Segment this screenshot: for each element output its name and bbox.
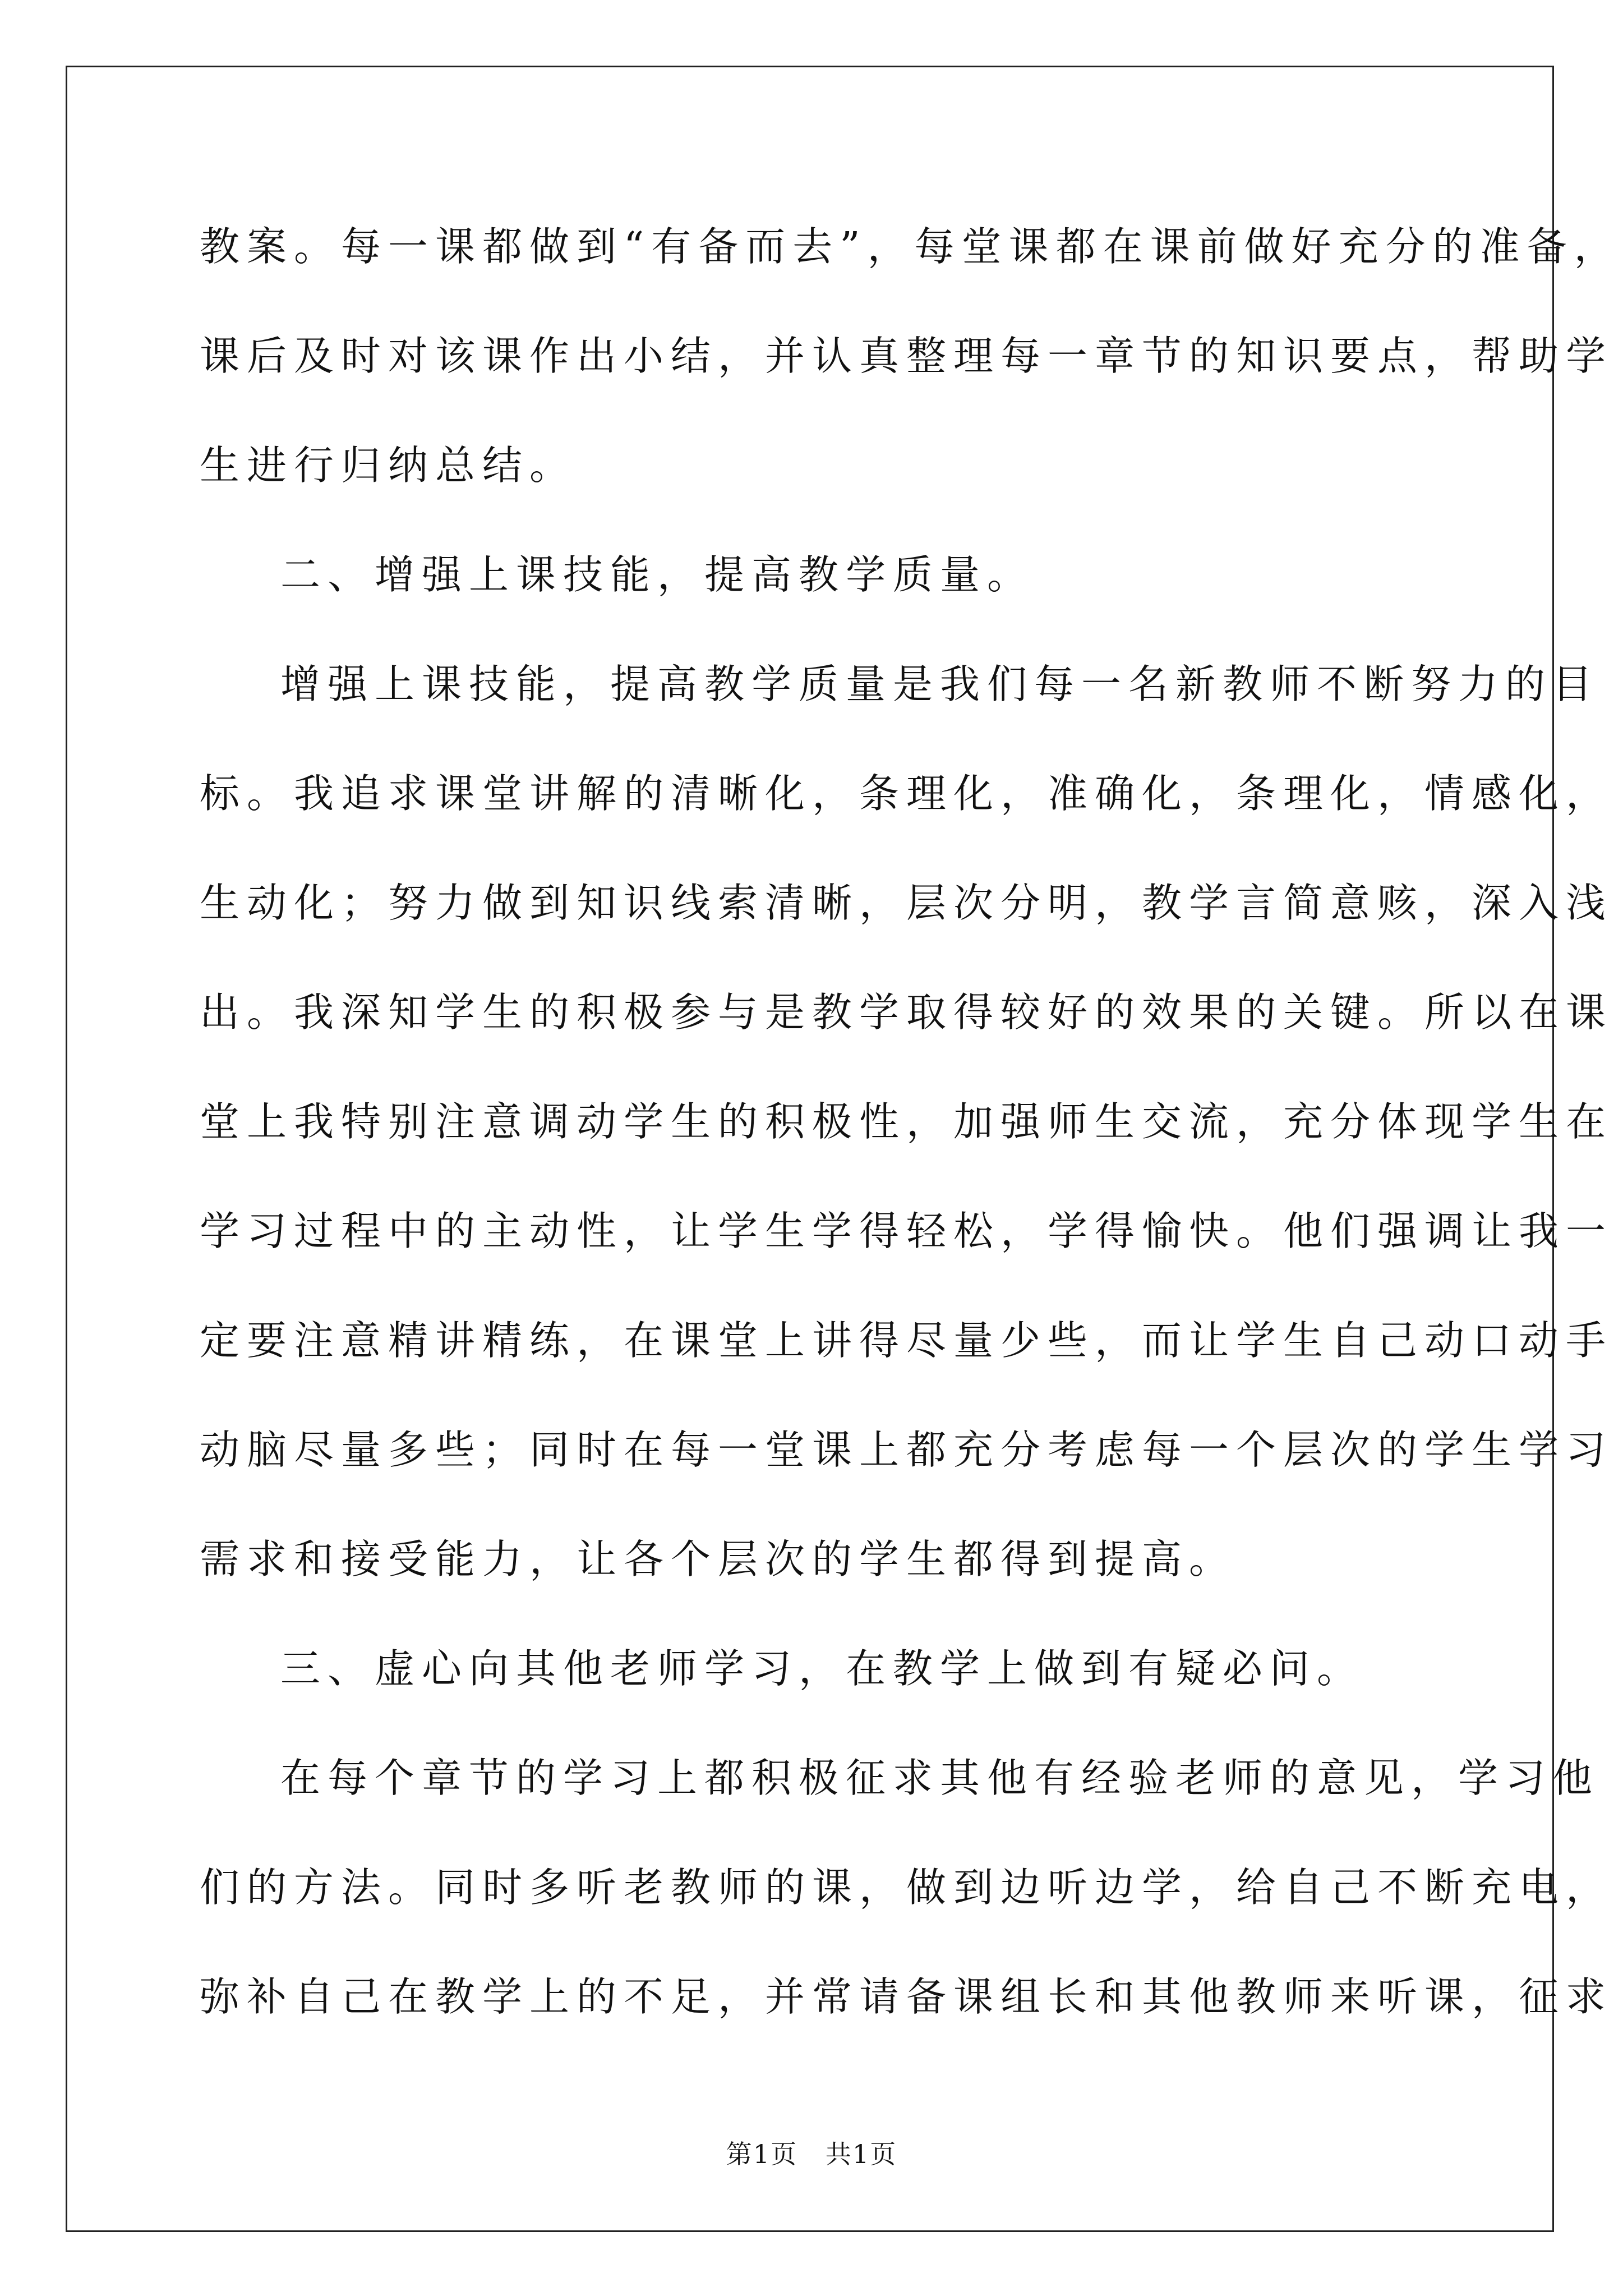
text-line-17: 弥补自己在教学上的不足，并常请备课组长和其他教师来听课，征求 (200, 1973, 1613, 2020)
text-line-3: 生进行归纳总结。 (200, 442, 577, 489)
text-line-16: 们的方法。同时多听老教师的课，做到边听边学，给自己不断充电， (200, 1864, 1613, 1911)
text-line-9: 堂上我特别注意调动学生的积极性，加强师生交流，充分体现学生在 (200, 1098, 1613, 1145)
text-line-5: 增强上课技能，提高教学质量是我们每一名新教师不断努力的目 (280, 661, 1600, 707)
text-line-13: 需求和接受能力，让各个层次的学生都得到提高。 (200, 1536, 1237, 1582)
text-line-1: 教案。每一课都做到“有备而去”，每堂课都在课前做好充分的准备， (200, 223, 1621, 270)
page-number-footer: 第1页 共1页 (726, 2139, 897, 2169)
text-line-2: 课后及时对该课作出小结，并认真整理每一章节的知识要点，帮助学 (200, 333, 1613, 379)
text-line-15: 在每个章节的学习上都积极征求其他有经验老师的意见，学习他 (280, 1755, 1600, 1801)
section-heading-2: 二、增强上课技能，提高教学质量。 (280, 551, 1035, 598)
text-line-12: 动脑尽量多些；同时在每一堂课上都充分考虑每一个层次的学生学习 (200, 1427, 1613, 1473)
section-heading-3: 三、虚心向其他老师学习，在教学上做到有疑必问。 (280, 1645, 1364, 1692)
text-line-7: 生动化；努力做到知识线索清晰，层次分明，教学言简意赅，深入浅 (200, 880, 1613, 926)
text-line-6: 标。我追求课堂讲解的清晰化，条理化，准确化，条理化，情感化， (200, 770, 1613, 817)
text-line-10: 学习过程中的主动性，让学生学得轻松，学得愉快。他们强调让我一 (200, 1208, 1613, 1254)
text-line-11: 定要注意精讲精练，在课堂上讲得尽量少些，而让学生自己动口动手 (200, 1317, 1613, 1364)
text-line-8: 出。我深知学生的积极参与是教学取得较好的效果的关键。所以在课 (200, 989, 1613, 1036)
